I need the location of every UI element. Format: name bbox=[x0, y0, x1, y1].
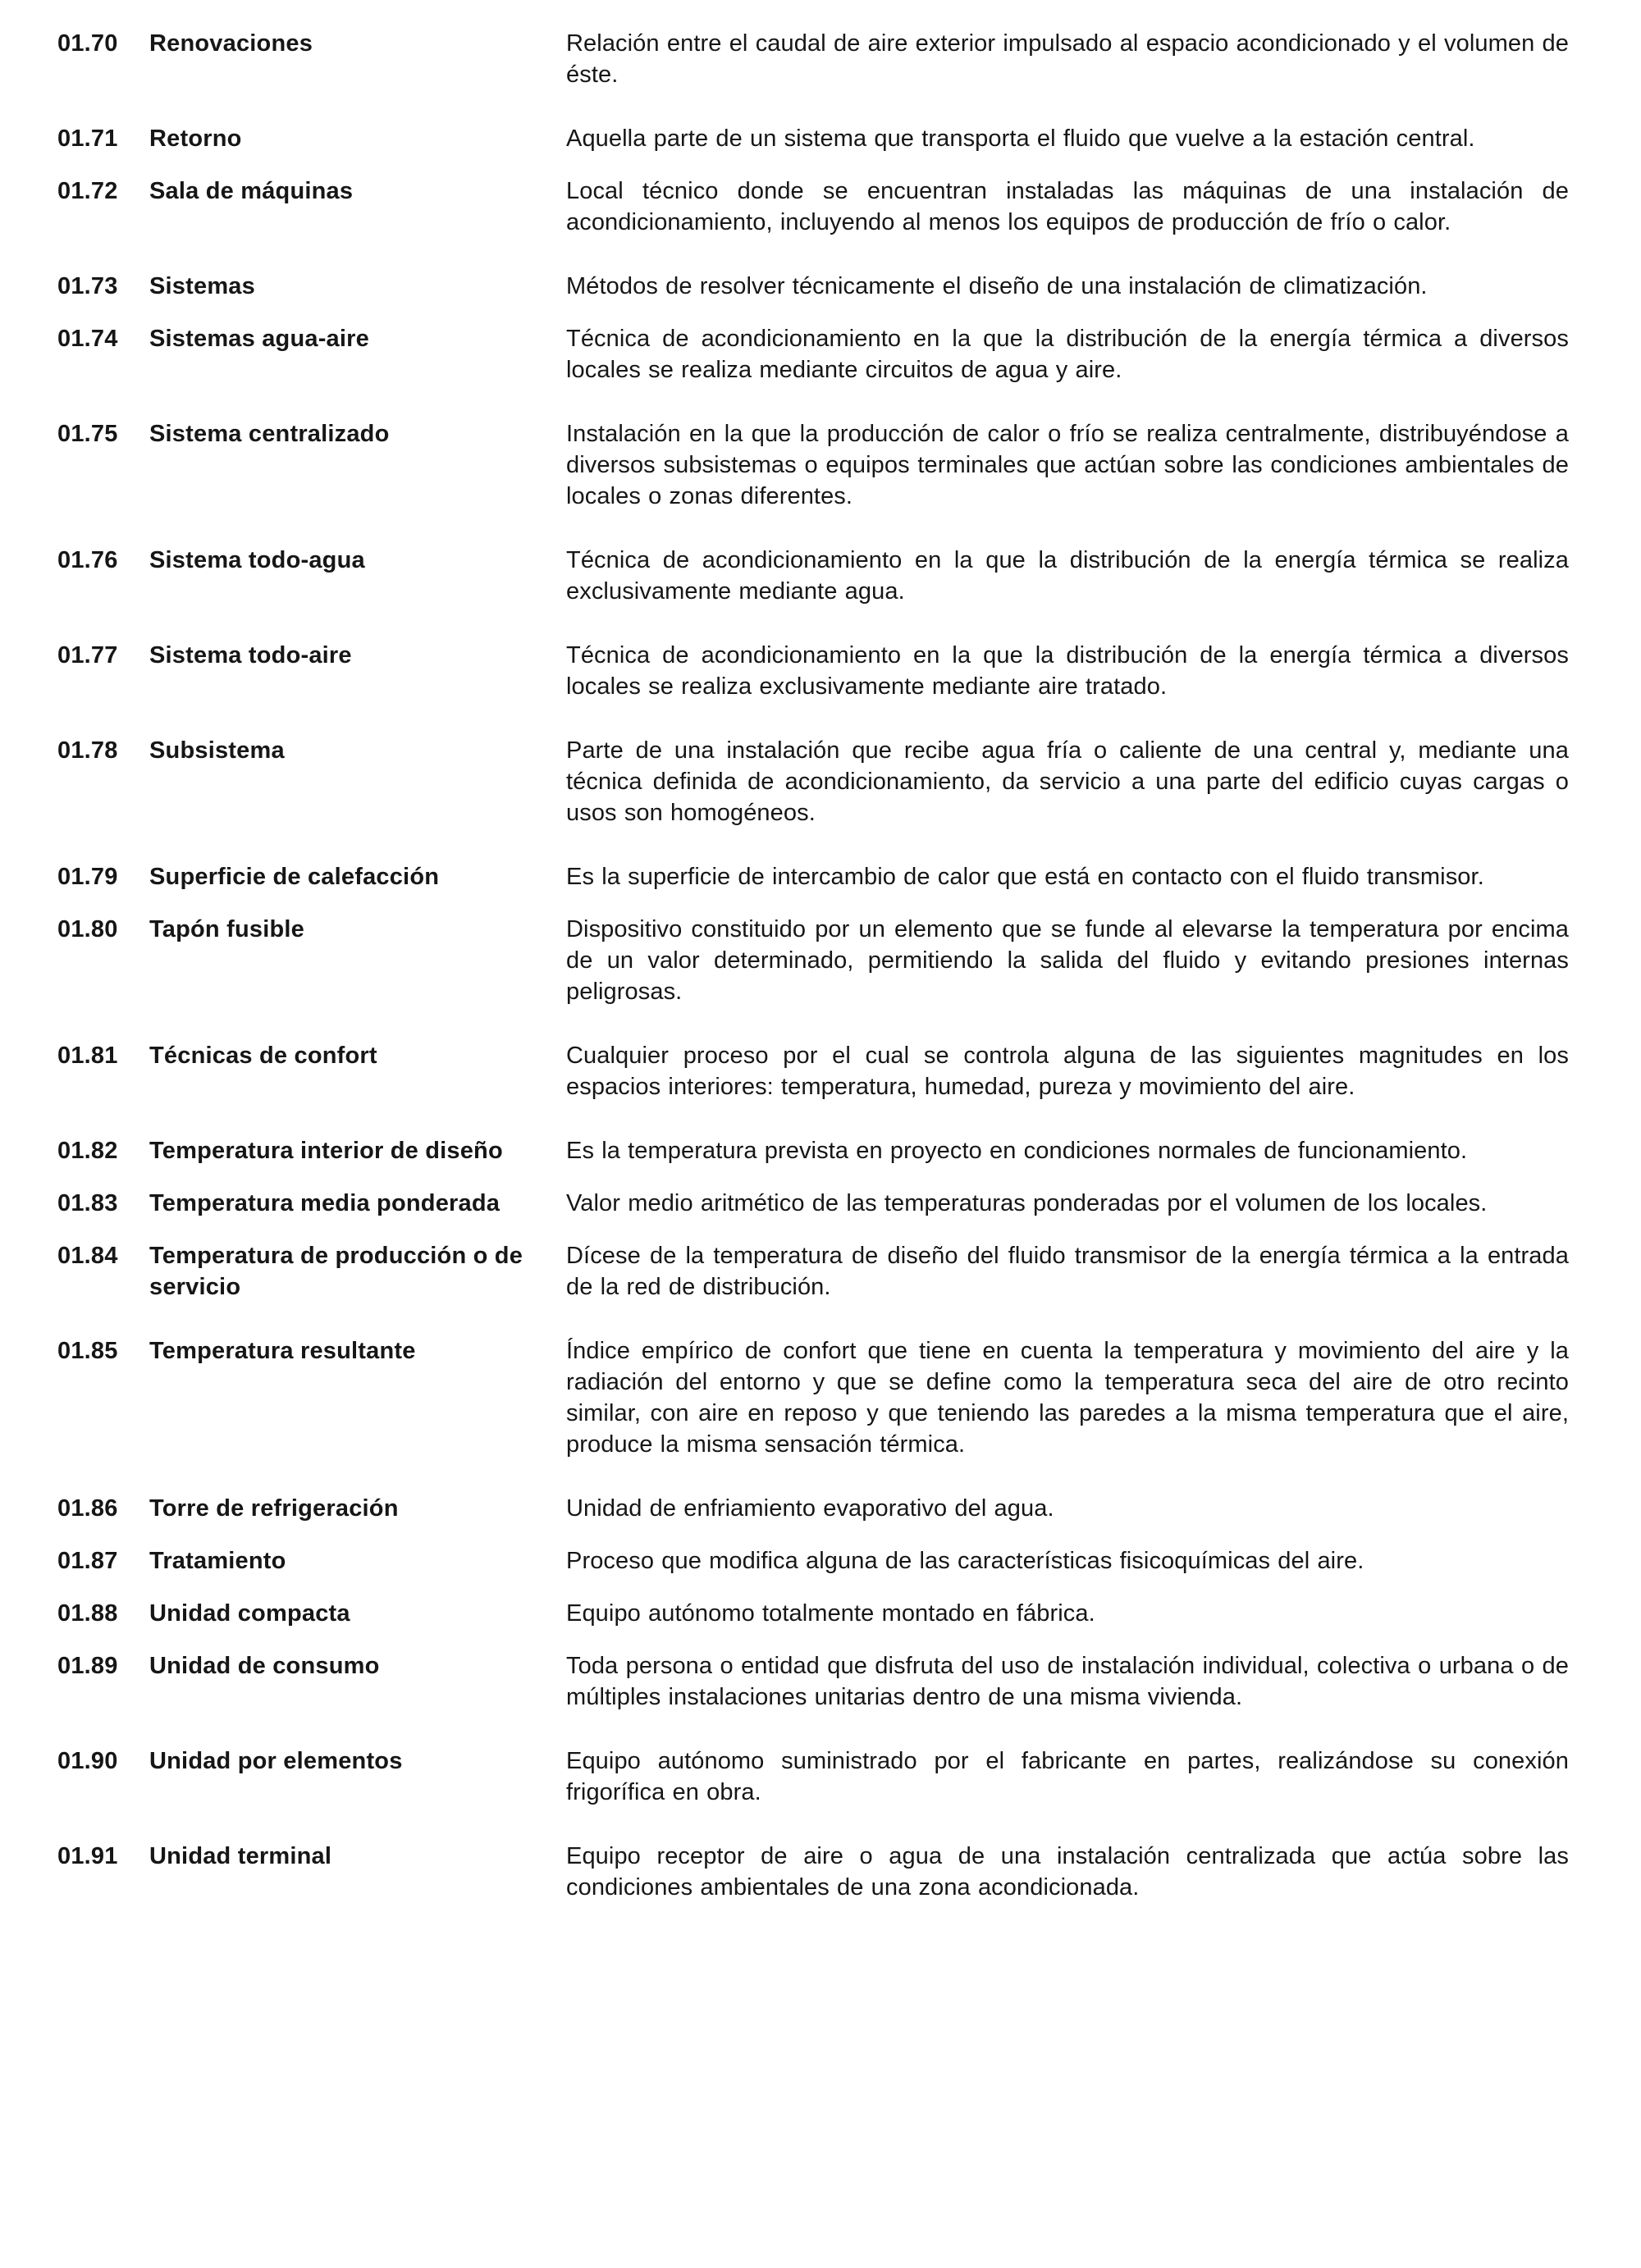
term-cell bbox=[57, 1545, 566, 1577]
definition-entry bbox=[57, 1240, 1569, 1303]
definition-entry bbox=[57, 545, 1569, 607]
term-definition: Instalación en la que la producción de calor o frío se realiza centralmente, distribuyéndose a diversos subsistemas o equipos terminales que actúan sobre las condiciones ambientales de locales o zonas diferentes. bbox=[566, 421, 1569, 509]
term-number: 01.81 bbox=[57, 1043, 118, 1069]
term-number: 01.73 bbox=[57, 273, 118, 299]
term-number: 01.80 bbox=[57, 916, 118, 942]
definition-entry bbox=[57, 123, 1569, 154]
term-number: 01.86 bbox=[57, 1495, 118, 1522]
term-definition: Equipo autónomo suministrado por el fabricante en partes, realizándose su conexión frigorífica en obra. bbox=[566, 1748, 1569, 1805]
term-number: 01.82 bbox=[57, 1138, 118, 1164]
term-name: Retorno bbox=[149, 125, 242, 152]
term-number: 01.85 bbox=[57, 1338, 118, 1364]
term-cell bbox=[57, 1188, 566, 1219]
term-name: Unidad de consumo bbox=[149, 1653, 380, 1679]
term-number: 01.70 bbox=[57, 30, 118, 57]
term-number: 01.75 bbox=[57, 421, 118, 447]
definition-entry bbox=[57, 1188, 1569, 1219]
term-cell bbox=[57, 1040, 566, 1071]
definition-entry bbox=[57, 1493, 1569, 1524]
term-cell bbox=[57, 1650, 566, 1682]
term-name: Superficie de calefacción bbox=[149, 864, 440, 890]
term-cell bbox=[57, 1335, 566, 1367]
term-name: Temperatura de producción o de servicio bbox=[149, 1243, 523, 1300]
term-cell bbox=[57, 418, 566, 449]
term-name: Unidad terminal bbox=[149, 1843, 332, 1869]
definition-entry bbox=[57, 176, 1569, 238]
definition-entry bbox=[57, 323, 1569, 386]
definition-entry bbox=[57, 1545, 1569, 1577]
term-name: Sistema todo-agua bbox=[149, 547, 365, 573]
term-number: 01.79 bbox=[57, 864, 118, 890]
term-cell bbox=[57, 861, 566, 892]
term-number: 01.76 bbox=[57, 547, 118, 573]
definition-entry bbox=[57, 1335, 1569, 1460]
term-definition: Equipo autónomo totalmente montado en fábrica. bbox=[566, 1600, 1095, 1627]
term-cell bbox=[57, 1135, 566, 1166]
term-definition: Métodos de resolver técnicamente el diseño de una instalación de climatización. bbox=[566, 273, 1428, 299]
term-definition: Toda persona o entidad que disfruta del uso de instalación individual, colectiva o urbana o de múltiples instalaciones unitarias dentro de una misma vivienda. bbox=[566, 1653, 1569, 1710]
definition-entry bbox=[57, 1135, 1569, 1166]
term-cell bbox=[57, 1598, 566, 1629]
term-definition: Técnica de acondicionamiento en la que la distribución de la energía térmica se realiza exclusivamente mediante agua. bbox=[566, 547, 1569, 605]
term-name: Subsistema bbox=[149, 737, 285, 764]
term-number: 01.88 bbox=[57, 1600, 118, 1627]
term-definition: Aquella parte de un sistema que transporta el fluido que vuelve a la estación central. bbox=[566, 125, 1475, 152]
term-definition: Técnica de acondicionamiento en la que la distribución de la energía térmica a diversos locales se realiza mediante circuitos de agua y aire. bbox=[566, 326, 1569, 383]
definition-entry bbox=[57, 271, 1569, 302]
term-definition: Técnica de acondicionamiento en la que la distribución de la energía térmica a diversos locales se realiza exclusivamente mediante aire tratado. bbox=[566, 642, 1569, 700]
term-definition: Unidad de enfriamiento evaporativo del agua. bbox=[566, 1495, 1054, 1522]
term-number: 01.87 bbox=[57, 1548, 118, 1574]
term-number: 01.72 bbox=[57, 178, 118, 204]
term-name: Técnicas de confort bbox=[149, 1043, 377, 1069]
term-cell bbox=[57, 176, 566, 207]
definition-entry bbox=[57, 1040, 1569, 1102]
term-number: 01.83 bbox=[57, 1190, 118, 1216]
term-name: Tapón fusible bbox=[149, 916, 304, 942]
definition-entry bbox=[57, 640, 1569, 702]
term-definition: Equipo receptor de aire o agua de una instalación centralizada que actúa sobre las condiciones ambientales de una zona acondicionada. bbox=[566, 1843, 1569, 1901]
definition-entry bbox=[57, 1598, 1569, 1629]
definition-entry bbox=[57, 914, 1569, 1007]
term-name: Temperatura media ponderada bbox=[149, 1190, 501, 1216]
term-number: 01.78 bbox=[57, 737, 118, 764]
term-name: Temperatura interior de diseño bbox=[149, 1138, 503, 1164]
definitions-list bbox=[57, 28, 1569, 1903]
term-number: 01.91 bbox=[57, 1843, 118, 1869]
term-cell bbox=[57, 1745, 566, 1777]
term-name: Unidad compacta bbox=[149, 1600, 350, 1627]
definition-entry bbox=[57, 1650, 1569, 1713]
term-number: 01.84 bbox=[57, 1243, 118, 1269]
definition-entry bbox=[57, 1841, 1569, 1903]
term-number: 01.89 bbox=[57, 1653, 118, 1679]
term-cell bbox=[57, 914, 566, 945]
term-name: Unidad por elementos bbox=[149, 1748, 403, 1774]
term-definition: Es la superficie de intercambio de calor que está en contacto con el fluido transmisor. bbox=[566, 864, 1484, 890]
term-name: Sistema centralizado bbox=[149, 421, 390, 447]
term-cell bbox=[57, 735, 566, 766]
term-definition: Cualquier proceso por el cual se controla alguna de las siguientes magnitudes en los espacios interiores: temperatura, humedad, pureza y movimiento del aire. bbox=[566, 1043, 1569, 1100]
term-definition: Dispositivo constituido por un elemento que se funde al elevarse la temperatura por encima de un valor determinado, permitiendo la salida del fluido y evitando presiones internas peligrosas. bbox=[566, 916, 1569, 1005]
definition-entry bbox=[57, 861, 1569, 892]
term-cell bbox=[57, 123, 566, 154]
definition-entry bbox=[57, 418, 1569, 512]
term-name: Sala de máquinas bbox=[149, 178, 354, 204]
definition-entry bbox=[57, 28, 1569, 90]
term-definition: Valor medio aritmético de las temperaturas ponderadas por el volumen de los locales. bbox=[566, 1190, 1488, 1216]
term-cell bbox=[57, 1841, 566, 1872]
definition-entry bbox=[57, 1745, 1569, 1808]
term-definition: Parte de una instalación que recibe agua fría o caliente de una central y, mediante una técnica definida de acondicionamiento, da servicio a una parte del edificio cuyas cargas o usos son homogéneos. bbox=[566, 737, 1569, 826]
term-number: 01.71 bbox=[57, 125, 118, 152]
term-definition: Local técnico donde se encuentran instaladas las máquinas de una instalación de acondicionamiento, incluyendo al menos los equipos de producción de frío o calor. bbox=[566, 178, 1569, 235]
term-number: 01.90 bbox=[57, 1748, 118, 1774]
term-cell bbox=[57, 271, 566, 302]
term-definition: Es la temperatura prevista en proyecto en condiciones normales de funcionamiento. bbox=[566, 1138, 1468, 1164]
term-definition: Dícese de la temperatura de diseño del fluido transmisor de la energía térmica a la entrada de la red de distribución. bbox=[566, 1243, 1569, 1300]
term-name: Sistemas bbox=[149, 273, 255, 299]
term-cell bbox=[57, 28, 566, 59]
term-number: 01.77 bbox=[57, 642, 118, 669]
term-name: Sistemas agua-aire bbox=[149, 326, 369, 352]
term-definition: Índice empírico de confort que tiene en cuenta la temperatura y movimiento del aire y la radiación del entorno y que se define como la temperatura seca del aire de otro recinto similar, con aire en reposo y que teniendo las paredes a la misma temperatura que el aire, produce la misma sensación térmica. bbox=[566, 1338, 1569, 1458]
term-name: Tratamiento bbox=[149, 1548, 286, 1574]
term-name: Temperatura resultante bbox=[149, 1338, 416, 1364]
term-definition: Relación entre el caudal de aire exterior impulsado al espacio acondicionado y el volumen de éste. bbox=[566, 30, 1569, 88]
term-name: Renovaciones bbox=[149, 30, 313, 57]
term-name: Torre de refrigeración bbox=[149, 1495, 399, 1522]
term-cell bbox=[57, 323, 566, 354]
term-number: 01.74 bbox=[57, 326, 118, 352]
term-cell bbox=[57, 1240, 566, 1303]
term-cell bbox=[57, 545, 566, 576]
term-cell bbox=[57, 640, 566, 671]
definition-entry bbox=[57, 735, 1569, 828]
term-name: Sistema todo-aire bbox=[149, 642, 352, 669]
term-cell bbox=[57, 1493, 566, 1524]
term-definition: Proceso que modifica alguna de las características fisicoquímicas del aire. bbox=[566, 1548, 1364, 1574]
